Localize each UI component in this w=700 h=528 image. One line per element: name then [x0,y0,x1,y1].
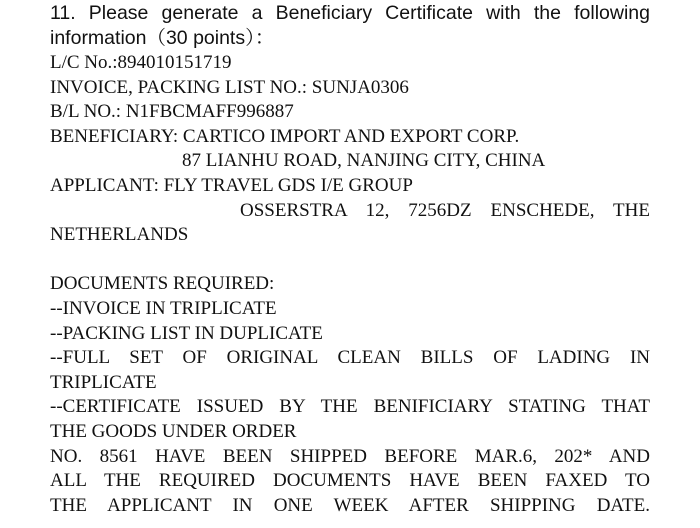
document-item-certificate-line-4 [50,469,650,494]
applicant-address-line-1 [50,199,650,224]
document-item-invoice: --INVOICE IN TRIPLICATE [50,297,277,319]
question-heading [50,0,650,51]
document-item-packing-list: --PACKING LIST IN DUPLICATE [50,322,323,344]
document-item-bill-of-lading-line-2: TRIPLICATE [50,371,157,393]
document-body [50,0,650,518]
certificate-text-5: THE APPLICANT IN ONE WEEK AFTER SHIPPING DATE. [50,494,650,516]
beneficiary-address: 87 LIANHU ROAD, NANJING CITY, CHINA [182,150,546,172]
applicant-address-text-1: OSSERSTRA 12, 7256DZ ENSCHEDE, THE [240,199,650,221]
document-item-certificate-line-2: THE GOODS UNDER ORDER [50,420,297,442]
applicant-line: APPLICANT: FLY TRAVEL GDS I/E GROUP [50,174,413,196]
document-item-certificate-line-1 [50,395,650,420]
lc-number: L/C No.:894010151719 [50,52,232,73]
document-item-bill-of-lading-line-1 [50,346,650,371]
certificate-text-3: NO. 8561 HAVE BEEN SHIPPED BEFORE MAR.6, 202* AND [50,445,650,467]
invoice-packing-list-number: INVOICE, PACKING LIST NO.: SUNJA0306 [50,76,409,98]
question-line-1: 11. Please generate a Beneficiary Certificate with the following [50,2,650,24]
document-item-certificate-line-5 [50,494,650,519]
bill-of-lading-number: B/L NO.: N1FBCMAFF996887 [50,101,294,123]
bill-of-lading-text-1: --FULL SET OF ORIGINAL CLEAN BILLS OF LADING IN [50,347,650,369]
certificate-text-1: --CERTIFICATE ISSUED BY THE BENIFICIARY STATING THAT [50,396,650,418]
applicant-address-line-2: NETHERLANDS [50,224,189,246]
document-item-certificate-line-3 [50,445,650,470]
question-line-2: information（30 points）： [50,27,275,49]
documents-required-heading: DOCUMENTS REQUIRED: [50,273,275,295]
beneficiary-line: BENEFICIARY: CARTICO IMPORT AND EXPORT CORP. [50,125,520,147]
blank-line [50,248,650,273]
certificate-text-4: ALL THE REQUIRED DOCUMENTS HAVE BEEN FAXED TO [50,470,650,492]
